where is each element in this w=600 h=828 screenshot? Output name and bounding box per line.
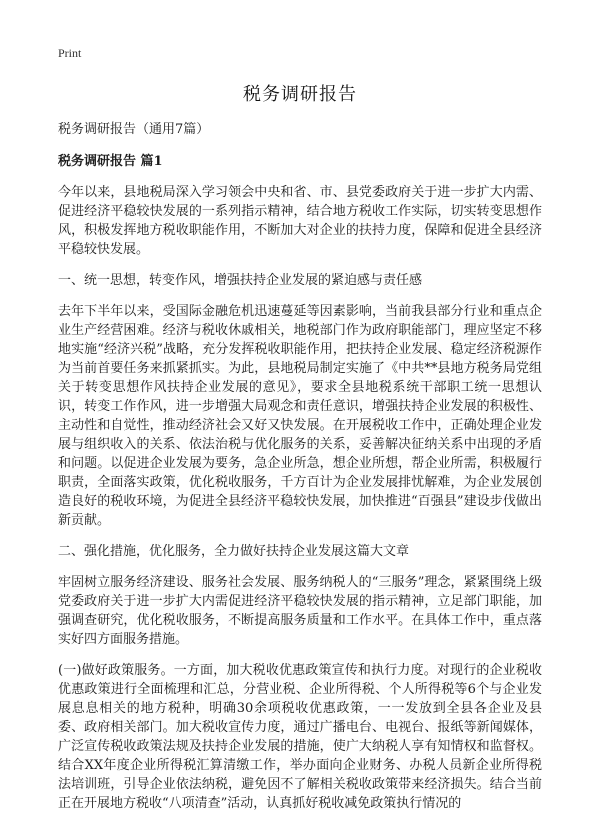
paragraph-policy-service: (一)做好政策服务。一方面，加大税收优惠政策宣传和执行力度。对现行的企业税收优惠政策进行全面梳理和汇总，分营业税、企业所得税、个人所得税等6个与企业发展息息相关的地方税种，明确30余项税收优惠政策，一一发放到全县各企业及县委、政府相关部门。加大税收宣传力度，通过广播电台、电视台、报纸等新闻媒体，广泛宣传税收政策法规及扶持企业发展的措施，使广大纳税人享有知情权和监督权。结合XX年度企业所得税汇算清缴工作，举办面向企业财务、办税人员新企业所得税法培训班，引导企业依法纳税，避免因不了解相关税收政策带来经济损失。结合当前正在开展地方税收“八项清查”活动，认真抓好税收减免政策执行情况的 [58,663,542,811]
print-link[interactable]: Print [58,46,82,60]
paragraph-part-2: 牢固树立服务经济建设、服务社会发展、服务纳税人的“三服务”理念，紧紧围绕上级党委政府关于进一步扩大内需促进经济平稳较快发展的指示精神，立足部门职能，加强调查研究，优化税收服务，不断提高服务质量和工作水平。在具体工作中，重点落实好四方面服务措施。 [58,575,542,647]
section-heading: 税务调研报告 篇1 [58,154,163,169]
page-title: 税务调研报告 [243,84,357,105]
document-body [58,122,542,825]
heading-part-2: 二、强化措施，优化服务，全力做好扶持企业发展这篇大文章 [58,544,410,559]
intro-paragraph: 今年以来，县地税局深入学习领会中央和省、市、县党委政府关于进一步扩大内需、促进经济平稳较快发展的一系列指示精神，结合地方税收工作实际，切实转变思想作风，积极发挥地方税收职能作用，不断加大对企业的扶持力度，保障和促进全县经济平稳较快发展。 [58,185,542,257]
heading-part-1: 一、统一思想，转变作风，增强扶持企业发展的紧迫感与责任感 [58,273,423,288]
document-subtitle: 税务调研报告（通用7篇） [58,122,210,137]
paragraph-part-1: 去年下半年以来，受国际金融危机迅速蔓延等因素影响，当前我县部分行业和重点企业生产经营困难。经济与税收休戚相关，地税部门作为政府职能部门，理应坚定不移地实施“经济兴税”战略，充分发挥税收职能作用，把扶持企业发展、稳定经济税源作为当前首要任务来抓紧抓实。为此，县地税局制定实施了《中共**县地方税务局党组关于转变思想作风扶持企业发展的意见》，要求全县地税系统干部职工统一思想认识，转变工作作风，进一步增强大局观念和责任意识，增强扶持企业发展的积极性、主动性和自觉性，推动经济社会又好又快发展。在开展税收工作中，正确处理企业发展与组织收入的关系、依法治税与优化服务的关系，妥善解决征纳关系中出现的矛盾和问题。以促进企业发展为要务，急企业所急，想企业所想，帮企业所需，积极履行职责，全面落实政策，优化税收服务，千方百计为企业发展排忧解难，为企业发展创造良好的税收环境，为促进全县经济平稳较快发展，加快推进“百强县”建设步伐做出新贡献。 [58,304,542,528]
